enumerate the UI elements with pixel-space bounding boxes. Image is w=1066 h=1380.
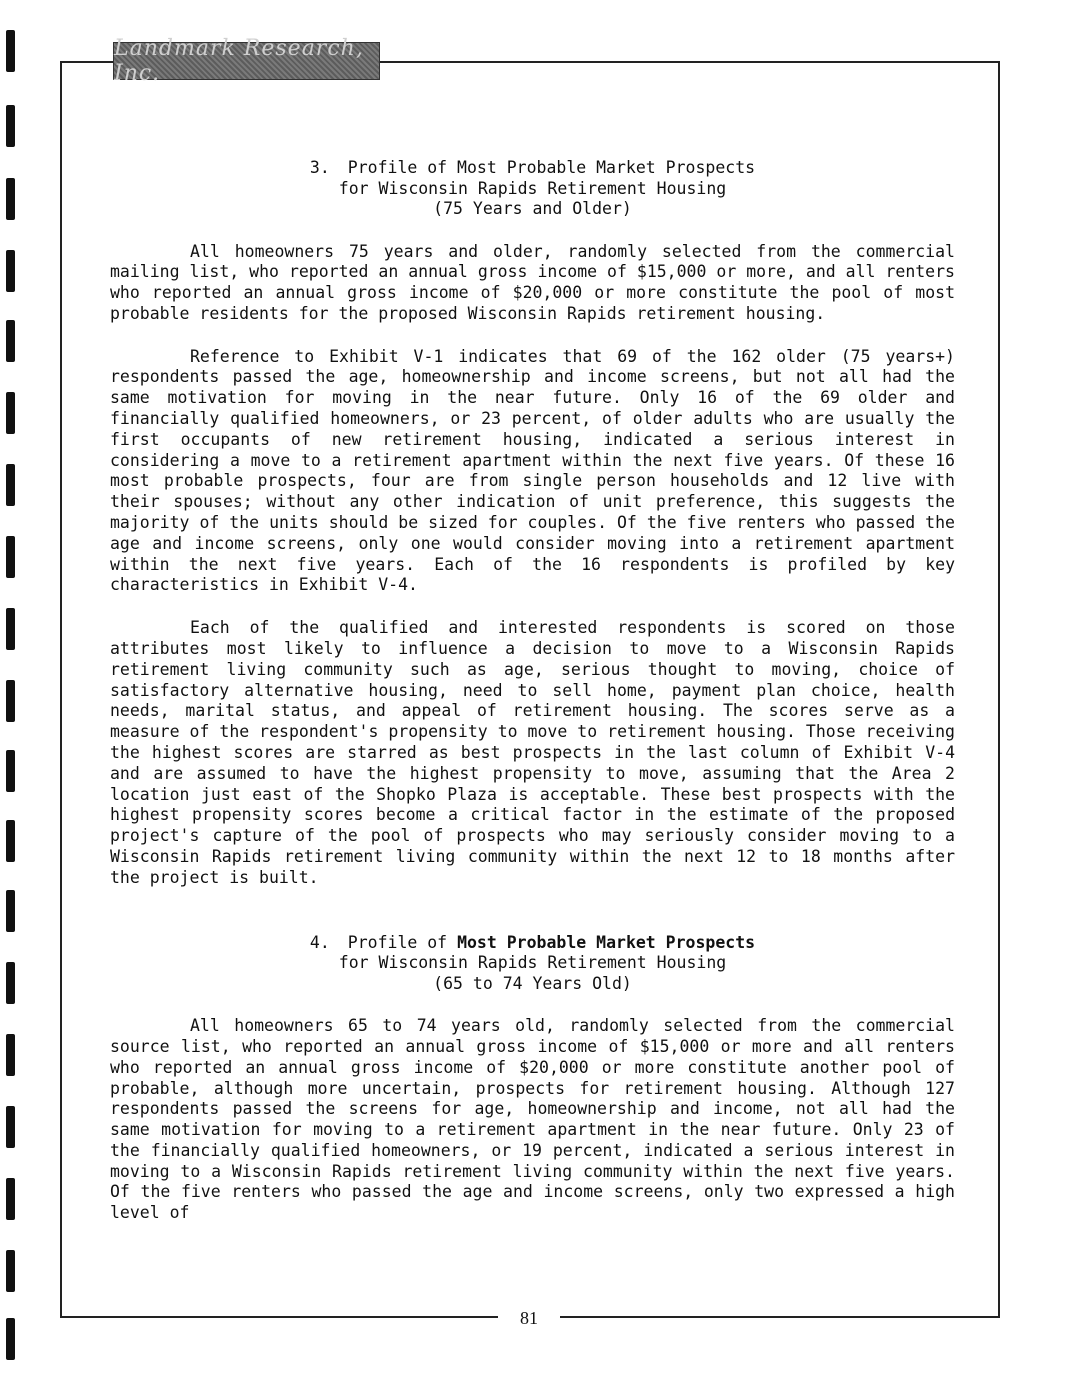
- section-4-title-line-1a: Profile of: [347, 932, 458, 952]
- binding-hole: [6, 608, 15, 650]
- binding-hole: [6, 680, 15, 722]
- binding-hole: [6, 890, 15, 932]
- binding-hole: [6, 1106, 15, 1148]
- binding-hole: [6, 320, 15, 362]
- section-3-number: 3.: [309, 158, 330, 177]
- company-logo: [113, 36, 380, 86]
- binding-hole: [6, 1250, 15, 1292]
- document-body: [110, 158, 955, 1224]
- section-4-paragraph-1: All homeowners 65 to 74 years old, randomly selected from the commercial source list, who reported an annual gross income of $15,000 or more and all renters who reported an annual gross income of $20,000 or more constitute another pool of probable, although more uncertain, prospects for retirement housing. Although 127 respondents passed the screens for age, homeownership and income, not all had the same motivation for moving to a retirement apartment in the near future. Only 23 of the financially qualified homeowners, or 19 percent, indicated a serious interest in moving to a Wisconsin Rapids retirement living community within the next five years. Of the five renters who passed the age and income screens, only two expressed a high level of: [110, 1016, 955, 1223]
- binding-hole: [6, 392, 15, 434]
- binding-holes: [6, 30, 18, 1370]
- binding-hole: [6, 820, 15, 862]
- binding-hole: [6, 1318, 15, 1360]
- binding-hole: [6, 105, 15, 147]
- binding-hole: [6, 750, 15, 792]
- section-3-heading: [110, 158, 955, 220]
- binding-hole: [6, 464, 15, 506]
- binding-hole: [6, 1178, 15, 1220]
- binding-hole: [6, 178, 15, 220]
- section-4-title-line-3: (65 to 74 Years Old): [433, 973, 632, 993]
- section-4-number: 4.: [309, 932, 330, 952]
- binding-hole: [6, 536, 15, 578]
- binding-hole: [6, 1034, 15, 1076]
- section-4-title-line-2: for Wisconsin Rapids Retirement Housing: [338, 953, 727, 973]
- section-4-title-line-1b: Most Probable Market Prospects: [457, 932, 756, 952]
- section-3-title-line-2: for Wisconsin Rapids Retirement Housing: [338, 178, 727, 198]
- section-4-heading: [110, 933, 955, 995]
- section-3-paragraph-2: Reference to Exhibit V-1 indicates that 69 of the 162 older (75 years+) respondents passed the age, homeownership and income screens, but not all had the same motivation for moving in the near future. Only 16 of the 69 older and financially qualified homeowners, or 23 percent, of older adults who are usually the first occupants of new retirement housing, indicated a serious interest in considering a move to a retirement apartment within the next five years. Of these 16 most probable prospects, four are from single person households and 12 live with their spouses; without any other indication of unit preference, this suggests the majority of the units should be sized for couples. Of the five renters who passed the age and income screens, only one would consider moving into a retirement apartment within the next five years. Each of the 16 respondents is profiled by key characteristics in Exhibit V-4.: [110, 346, 955, 595]
- section-3-paragraph-1: All homeowners 75 years and older, randomly selected from the commercial mailing list, who reported an annual gross income of $15,000 or more, and all renters who reported an annual gross income of $20,000 or more constitute the pool of most probable residents for the proposed Wisconsin Rapids retirement housing.: [110, 241, 955, 323]
- page-number: 81: [498, 1306, 560, 1330]
- section-3-title-line-3: (75 Years and Older): [433, 199, 632, 218]
- binding-hole: [6, 250, 15, 292]
- binding-hole: [6, 30, 15, 72]
- section-3-title-line-1: Profile of Most Probable Market Prospects: [347, 158, 756, 177]
- logo-text: Landmark Research, Inc.: [114, 36, 364, 86]
- binding-hole: [6, 962, 15, 1004]
- section-3-paragraph-3: Each of the qualified and interested respondents is scored on those attributes most likely to influence a decision to move to a Wisconsin Rapids retirement living community such as age, serious thought to moving, choice of satisfactory alternative housing, need to sell home, payment plan choice, health needs, marital status, and appeal of retirement housing. The scores serve as a measure of the respondent's propensity to move to retirement housing. Those receiving the highest scores are starred as best prospects in the last column of Exhibit V-4 and are assumed to have the highest propensity to move, assuming that the Area 2 location just east of the Shopko Plaza is acceptable. These best prospects with the highest propensity scores become a critical factor in the estimate of the proposed project's capture of the pool of prospects who may seriously consider moving to a Wisconsin Rapids retirement living community within the next 12 to 18 months after the project is built.: [110, 618, 955, 887]
